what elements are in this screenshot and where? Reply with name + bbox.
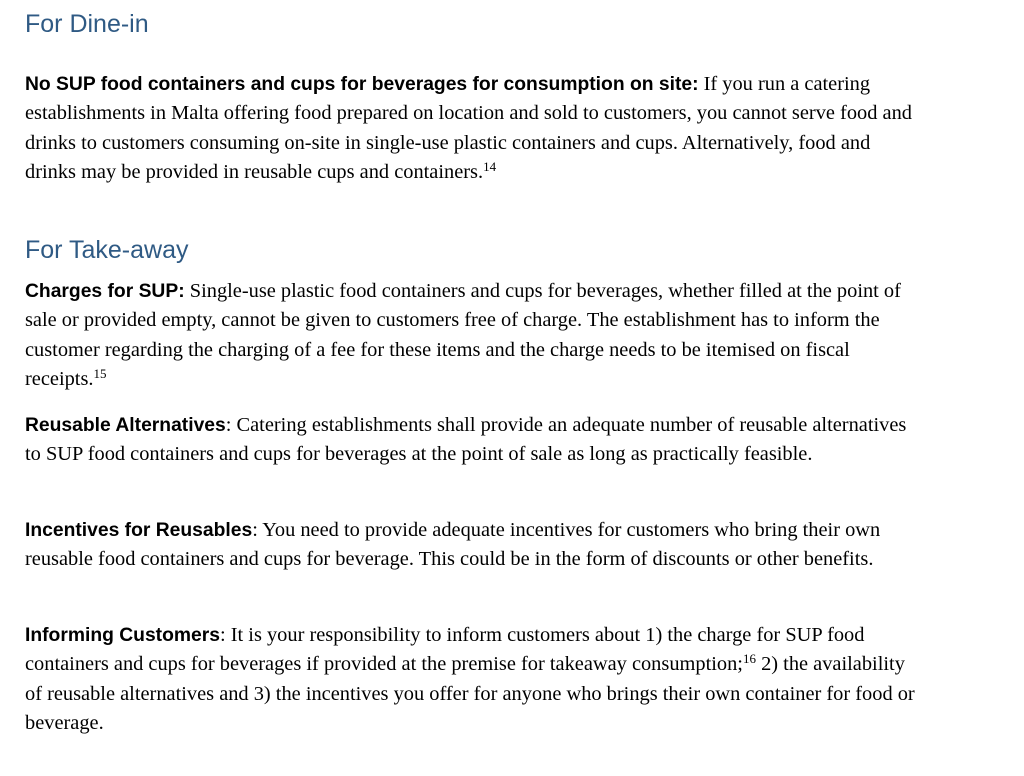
footnote-marker: 16 xyxy=(742,651,756,667)
footnote-marker: 14 xyxy=(483,158,497,174)
paragraph-lead: Charges for SUP: xyxy=(25,281,185,302)
paragraph-lead: No SUP food containers and cups for beverages for consumption on site: xyxy=(25,74,699,95)
paragraph-charges-for-sup xyxy=(25,277,925,394)
paragraph-incentives-for-reusables xyxy=(25,516,925,575)
paragraph-text: Single-use plastic food containers and cups for beverages, whether filled at the point of sale or provided empty, cannot be given to customers free of charge. The establishment has to inform the customer regarding the charging of a fee for these items and the charge needs to be itemised on fiscal receipts. xyxy=(25,280,901,390)
footnote-marker: 15 xyxy=(93,365,107,381)
paragraph-lead: Reusable Alternatives xyxy=(25,415,226,436)
paragraph-reusable-alternatives xyxy=(25,411,925,470)
paragraph-text: : You need to provide adequate incentives for customers who bring their own reusable food containers and cups for beverage. This could be in the form of discounts or other benefits. xyxy=(25,519,881,571)
paragraph-text: : It is your responsibility to inform customers about 1) the charge for SUP food containers and cups for beverages if provided at the premise for takeaway consumption; xyxy=(25,624,865,676)
heading-take-away: For Take-away xyxy=(25,236,189,264)
heading-dine-in: For Dine-in xyxy=(25,10,149,38)
paragraph-text-continued: 2) the availability of reusable alternatives and 3) the incentives you offer for anyone who brings their own container for food or beverage. xyxy=(25,653,915,734)
paragraph-lead: Incentives for Reusables xyxy=(25,520,253,541)
paragraph-text: If you run a catering establishments in Malta offering food prepared on location and sold to customers, you cannot serve food and drinks to customers consuming on-site in single-use plastic containers and cups. Alternatively, food and drinks may be provided in reusable cups and containers. xyxy=(25,73,912,183)
paragraph-no-sup-on-site xyxy=(25,70,925,187)
paragraph-text: : Catering establishments shall provide an adequate number of reusable alternatives to SUP food containers and cups for beverages at the point of sale as long as practically feasible. xyxy=(25,414,907,466)
paragraph-informing-customers xyxy=(25,621,925,738)
paragraph-lead: Informing Customers xyxy=(25,625,220,646)
